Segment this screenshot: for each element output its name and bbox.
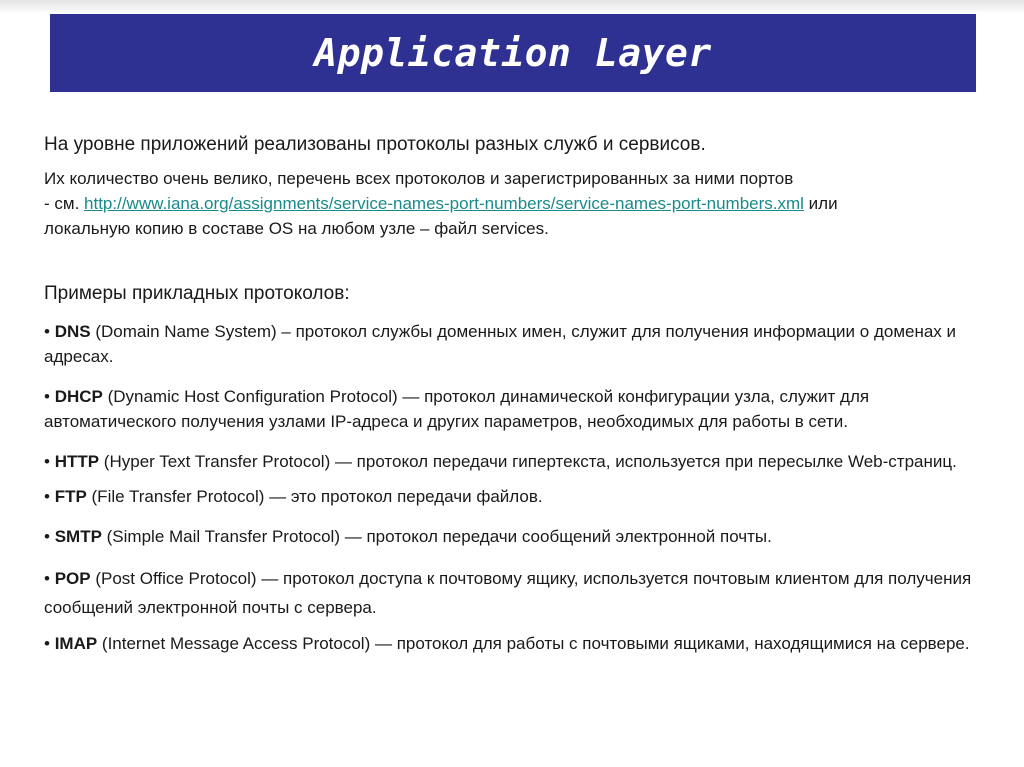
count-text-line-3: локальную копию в составе OS на любом узле – файл services. bbox=[44, 219, 549, 238]
protocol-expansion: (Simple Mail Transfer Protocol) bbox=[101, 527, 340, 546]
protocol-name: FTP bbox=[54, 487, 87, 506]
protocol-expansion: (Internet Message Access Protocol) bbox=[97, 634, 371, 653]
count-text-prefix: - см. bbox=[44, 194, 85, 213]
count-text-line-1: Их количество очень велико, перечень всех протоколов и зарегистрированных за ними портов bbox=[44, 169, 794, 188]
protocol-name: HTTP bbox=[54, 452, 100, 471]
protocol-item-dhcp bbox=[44, 384, 994, 434]
protocol-item-smtp bbox=[44, 524, 994, 549]
protocol-count-paragraph bbox=[44, 166, 994, 241]
protocol-expansion: (Post Office Protocol) bbox=[90, 569, 257, 588]
bullet: • bbox=[44, 487, 50, 506]
protocol-description: — протокол передачи гипертекста, используется при пересылке Web-страниц. bbox=[330, 452, 957, 471]
protocol-item-dns bbox=[44, 319, 994, 369]
protocol-name: IMAP bbox=[54, 634, 98, 653]
protocol-expansion: (Dynamic Host Configuration Protocol) bbox=[102, 387, 398, 406]
iana-link[interactable]: http://www.iana.org/assignments/service-names-port-numbers/service-names-port-numbers.xml bbox=[84, 194, 804, 213]
bullet: • bbox=[44, 569, 50, 588]
protocol-item-http bbox=[44, 449, 994, 474]
protocol-item-imap bbox=[44, 629, 994, 658]
protocol-description: — это протокол передачи файлов. bbox=[264, 487, 543, 506]
intro-text: На уровне приложений реализованы протоколы разных служб и сервисов. bbox=[44, 134, 706, 155]
examples-heading: Примеры прикладных протоколов: bbox=[44, 283, 350, 304]
protocol-name: DNS bbox=[54, 322, 91, 341]
bullet: • bbox=[44, 527, 50, 546]
protocol-description: — протокол для работы с почтовыми ящиками, находящимися на сервере. bbox=[370, 634, 970, 653]
count-text-suffix: или bbox=[803, 194, 838, 213]
protocol-name: POP bbox=[54, 569, 91, 588]
bullet: • bbox=[44, 387, 50, 406]
bullet: • bbox=[44, 634, 50, 653]
protocol-item-ftp bbox=[44, 484, 994, 509]
protocol-description: — протокол передачи сообщений электронной почты. bbox=[340, 527, 772, 546]
title-banner bbox=[50, 14, 976, 92]
protocol-description: – протокол службы доменных имен, служит для получения информации о доменах и адресах. bbox=[44, 322, 957, 366]
protocol-description: — протокол доступа к почтовому ящику, используется почтовым клиентом для получения сообщений электронной почты с сервера. bbox=[44, 569, 972, 617]
protocol-expansion: (Domain Name System) bbox=[90, 322, 277, 341]
protocol-expansion: (File Transfer Protocol) bbox=[86, 487, 265, 506]
protocol-description: — протокол динамической конфигурации узла, служит для автоматического получения узлами IP-адреса и других параметров, необходимых для работы в сети. bbox=[44, 387, 870, 431]
protocol-name: DHCP bbox=[54, 387, 103, 406]
protocol-item-pop bbox=[44, 564, 994, 622]
slide-title: Application Layer bbox=[314, 31, 712, 75]
top-shadow bbox=[0, 0, 1024, 14]
bullet: • bbox=[44, 452, 50, 471]
protocol-name: SMTP bbox=[54, 527, 102, 546]
bullet: • bbox=[44, 322, 50, 341]
slide-body bbox=[44, 132, 994, 665]
protocol-expansion: (Hyper Text Transfer Protocol) bbox=[99, 452, 331, 471]
